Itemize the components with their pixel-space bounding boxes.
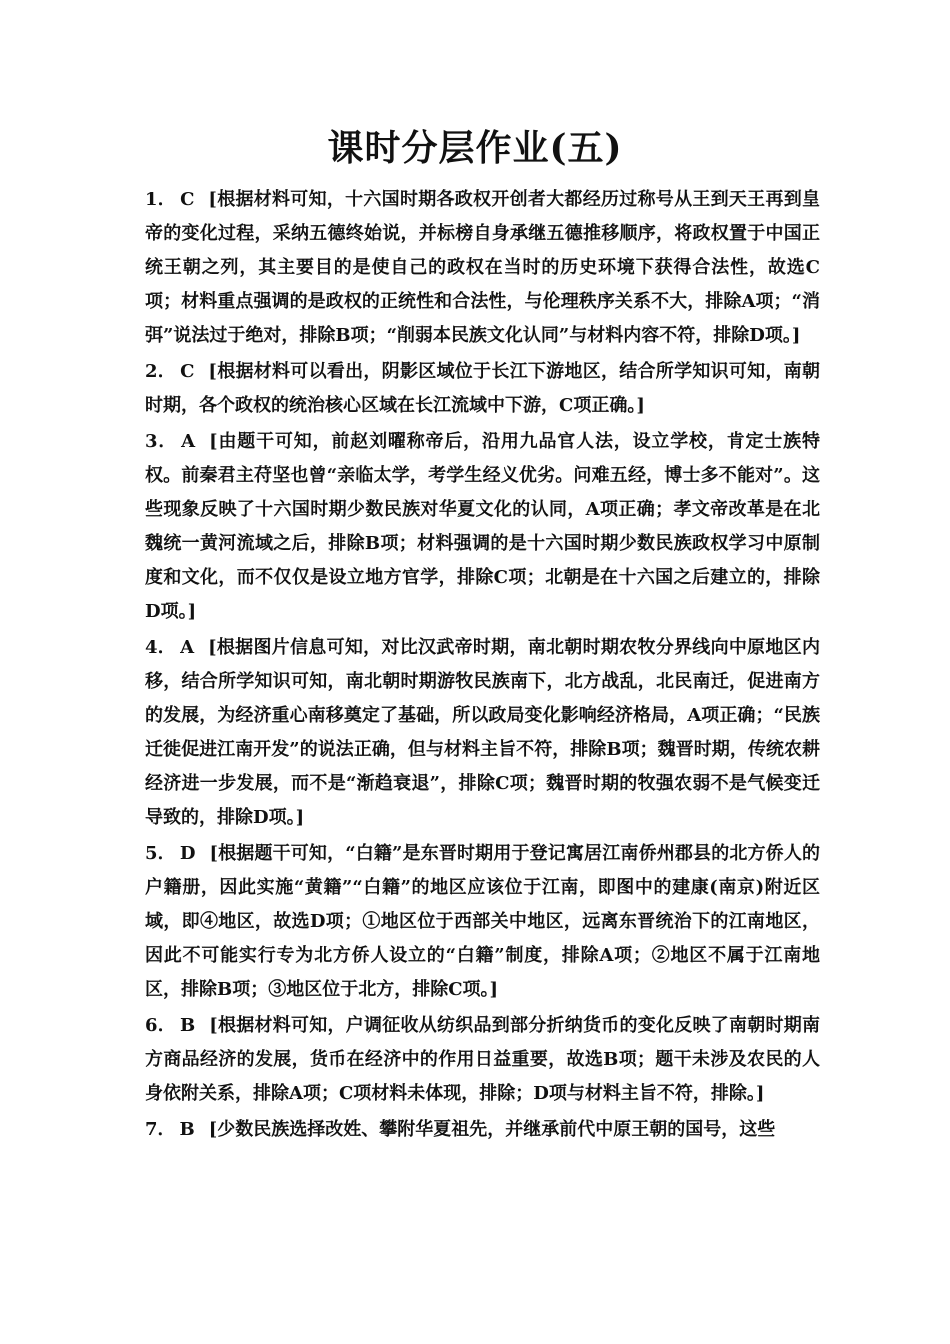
answer-list — [145, 183, 820, 1149]
page-title: 课时分层作业(五) — [327, 127, 623, 169]
answer-explanation: [根据材料可以看出，阴影区域位于长江下游地区，结合所学知识可知，南朝时期，各个政权的统治核心区域在长江流域中下游，C项正确。] — [145, 361, 820, 416]
answer-number: 6． — [145, 1015, 177, 1036]
answer-choice: B — [179, 1119, 195, 1140]
answer-explanation: [根据题干可知，“白籍”是东晋时期用于登记寓居江南侨州郡县的北方侨人的户籍册，因此实施“黄籍”“白籍”的地区应该位于江南，即图中的建康(南京)附近区域，即④地区，故选D项；①地区位于西部关中地区，远离东晋统治下的江南地区，因此不可能实行专为北方侨人设立的“白籍”制度，排除A项；②地区不属于江南地区，排除B项；③地区位于北方，排除C项。] — [145, 843, 820, 1000]
answer-number: 3． — [145, 431, 178, 452]
answer-choice: B — [180, 1015, 196, 1036]
answer-item-1 — [145, 183, 820, 353]
answer-explanation: [根据材料可知，户调征收从纺织品到部分折纳货币的变化反映了南朝时期南方商品经济的发展，货币在经济中的作用日益重要，故选B项；题干未涉及农民的人身依附关系，排除A项；C项材料未体现，排除；D项与材料主旨不符，排除。] — [145, 1015, 820, 1104]
answer-explanation: [少数民族选择改姓、攀附华夏祖先，并继承前代中原王朝的国号，这些 — [208, 1119, 776, 1140]
answer-number: 4． — [145, 637, 177, 658]
answer-item-5 — [145, 837, 820, 1007]
answer-item-7 — [145, 1113, 820, 1147]
answer-choice: A — [181, 431, 196, 452]
answer-choice: D — [179, 843, 196, 864]
answer-item-4 — [145, 631, 820, 835]
answer-item-2 — [145, 355, 820, 423]
answer-number: 1． — [145, 189, 177, 210]
answer-number: 7． — [145, 1119, 176, 1140]
answer-explanation: [根据材料可知，十六国时期各政权开创者大都经历过称号从王到天王再到皇帝的变化过程，采纳五德终始说，并标榜自身承继五德推移顺序，将政权置于中国正统王朝之列，其主要目的是使自己的政权在当时的历史环境下获得合法性，故选C项；材料重点强调的是政权的正统性和合法性，与伦理秩序关系不大，排除A项；“消弭”说法过于绝对，排除B项；“削弱本民族文化认同”与材料内容不符，排除D项。] — [145, 189, 820, 346]
answer-number: 2． — [145, 361, 177, 382]
answer-choice: A — [180, 637, 195, 658]
answer-explanation: [由题干可知，前赵刘曜称帝后，沿用九品官人法，设立学校，肯定士族特权。前秦君主苻坚也曾“亲临太学，考学生经义优劣。问难五经，博士多不能对”。这些现象反映了十六国时期少数民族对华夏文化的认同，A项正确；孝文帝改革是在北魏统一黄河流域之后，排除B项；材料强调的是十六国时期少数民族政权学习中原制度和文化，而不仅仅是设立地方官学，排除C项；北朝是在十六国之后建立的，排除D项。] — [145, 431, 821, 622]
answer-item-6 — [145, 1009, 820, 1111]
answer-explanation: [根据图片信息可知，对比汉武帝时期，南北朝时期农牧分界线向中原地区内移，结合所学知识可知，南北朝时期游牧民族南下，北方战乱，北民南迁，促进南方的发展，为经济重心南移奠定了基础，所以政局变化影响经济格局，A项正确；“民族迁徙促进江南开发”的说法正确，但与材料主旨不符，排除B项；魏晋时期，传统农耕经济进一步发展，而不是“渐趋衰退”，排除C项；魏晋时期的牧强农弱不是气候变迁导致的，排除D项。] — [145, 637, 821, 828]
answer-choice: C — [180, 189, 195, 210]
answer-item-3 — [145, 425, 820, 629]
answer-choice: C — [180, 361, 195, 382]
answer-number: 5． — [145, 843, 176, 864]
